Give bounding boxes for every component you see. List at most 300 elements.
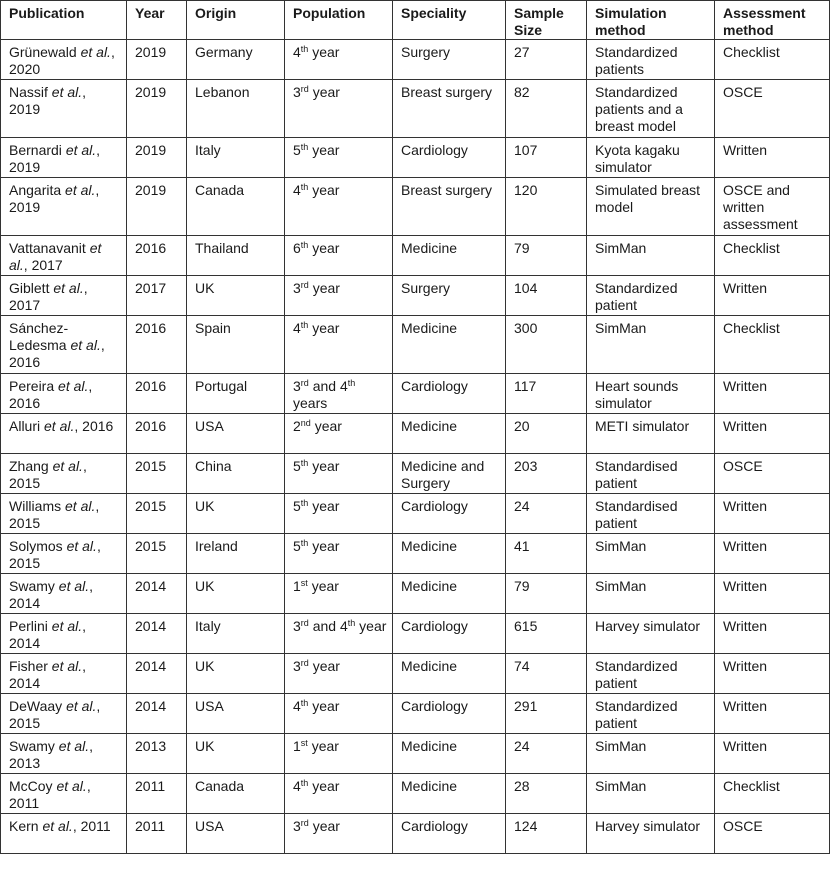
population-ordinal: rd [300,84,309,94]
simulation-method-value: METI simulator [595,418,690,434]
population-cell [285,574,393,614]
assessment-method-cell [715,614,830,654]
sample-size-value: 24 [514,738,530,754]
publication-cell [1,694,127,734]
sample-size-cell [506,40,587,80]
origin-cell [187,614,285,654]
et-al: et al. [51,618,83,634]
speciality-value: Medicine [401,418,458,434]
author-name: Solymos [9,538,63,554]
simulation-method-cell [587,138,715,178]
population-cell [285,236,393,276]
year-cell [127,494,187,534]
publication-cell [1,374,127,414]
population-number: 3 [293,280,301,296]
year-value: 2019 [135,142,167,158]
simulation-method-cell [587,374,715,414]
author-name: Zhang [9,458,49,474]
population-number: 1 [293,738,301,754]
speciality-cell [393,178,506,236]
population-number: 5 [293,498,301,514]
year-value: 2014 [135,578,167,594]
year-cell [127,694,187,734]
population-number: 2 [293,418,301,434]
sample-size-cell [506,694,587,734]
speciality-value: Surgery [401,44,451,60]
sample-size-value: 124 [514,818,538,834]
year-cell [127,654,187,694]
year-value: 2019 [135,182,167,198]
year-cell [127,734,187,774]
origin-cell [187,414,285,454]
population-number: 3 [293,618,301,634]
sample-size-value: 82 [514,84,530,100]
year-value: 2013 [135,738,167,754]
table-row [1,276,830,316]
origin-cell [187,734,285,774]
speciality-value: Breast surgery [401,182,493,198]
origin-cell [187,814,285,854]
speciality-cell [393,774,506,814]
publication-cell [1,574,127,614]
population-cell [285,734,393,774]
population-number: 4 [293,182,301,198]
population-text: year [308,44,340,60]
origin-cell [187,40,285,80]
et-al: et al. [56,778,87,794]
simulation-method-cell [587,534,715,574]
et-al: et al. [65,182,96,198]
year-cell [127,534,187,574]
header-origin: Origin [187,1,285,40]
author-name: Vattanavanit [9,240,86,256]
year-cell [127,454,187,494]
population-cell [285,454,393,494]
publication-cell [1,178,127,236]
sample-size-cell [506,734,587,774]
sample-size-cell [506,614,587,654]
speciality-cell [393,494,506,534]
origin-cell [187,454,285,494]
simulation-method-cell [587,414,715,454]
speciality-value: Medicine [401,778,458,794]
population-ordinal: rd [300,818,309,828]
table-row [1,574,830,614]
author-name: McCoy [9,778,53,794]
publication-cell [1,614,127,654]
population-number: 3 [293,378,301,394]
origin-value: Canada [195,778,245,794]
speciality-value: Medicine [401,578,458,594]
publication-year: , 2015 [9,538,101,571]
sample-size-cell [506,138,587,178]
publication-cell [1,734,127,774]
table-row [1,694,830,734]
sample-size-value: 41 [514,538,530,554]
population-cell [285,534,393,574]
publication-cell [1,454,127,494]
year-value: 2016 [135,320,167,336]
origin-value: USA [195,418,224,434]
assessment-method-cell [715,236,830,276]
assessment-method-cell [715,138,830,178]
assessment-method-cell [715,80,830,138]
origin-cell [187,178,285,236]
table-row [1,236,830,276]
year-value: 2017 [135,280,167,296]
simulation-method-value: Standardized patients and a breast model [595,84,683,134]
year-value: 2016 [135,378,167,394]
publication-year: , 2014 [9,658,87,691]
header-row [1,1,830,40]
sample-size-value: 120 [514,182,538,198]
et-al: et al. [51,84,83,100]
table-row [1,654,830,694]
population-text: year [310,418,342,434]
table-row [1,316,830,374]
speciality-cell [393,276,506,316]
header-sample-size: Sample Size [506,1,587,40]
origin-cell [187,774,285,814]
origin-value: Italy [195,618,221,634]
origin-value: Germany [195,44,253,60]
author-name: Perlini [9,618,48,634]
sample-size-cell [506,236,587,276]
publication-cell [1,236,127,276]
population-ordinal: th [347,378,356,388]
table-row [1,178,830,236]
population-cell [285,276,393,316]
assessment-method-value: Written [723,418,768,434]
publication-year: , 2019 [9,182,100,215]
population-ordinal: st [300,738,308,748]
assessment-method-value: Written [723,280,768,296]
simulation-method-value: SimMan [595,240,647,256]
population-cell [285,138,393,178]
simulation-method-cell [587,276,715,316]
population-text: year [308,240,340,256]
assessment-method-value: Written [723,658,768,674]
table-row [1,454,830,494]
speciality-value: Cardiology [401,378,468,394]
assessment-method-cell [715,654,830,694]
sample-size-value: 20 [514,418,530,434]
population-ordinal: nd [300,418,311,428]
sample-size-cell [506,414,587,454]
speciality-value: Medicine and Surgery [401,458,485,491]
table-row [1,774,830,814]
origin-value: USA [195,818,224,834]
origin-value: Portugal [195,378,248,394]
population-ordinal: th [300,182,309,192]
author-name: Pereira [9,378,55,394]
sample-size-value: 74 [514,658,530,674]
population-text: year [308,818,340,834]
assessment-method-value: OSCE [723,84,763,100]
speciality-cell [393,236,506,276]
sample-size-cell [506,80,587,138]
population-ordinal: st [300,578,308,588]
publication-cell [1,654,127,694]
population-ordinal: th [300,240,309,250]
simulation-method-value: SimMan [595,578,647,594]
assessment-method-value: Checklist [723,320,780,336]
population-text: year [308,538,340,554]
simulation-method-value: Standardized patients [595,44,678,77]
origin-cell [187,654,285,694]
year-value: 2015 [135,498,167,514]
population-number: 4 [339,378,348,394]
origin-value: Italy [195,142,221,158]
sample-size-value: 107 [514,142,538,158]
et-al: et al. [51,658,83,674]
sample-size-value: 79 [514,578,530,594]
population-number: 5 [293,458,301,474]
header-simulation-method: Simulation method [587,1,715,40]
sample-size-value: 27 [514,44,530,60]
author-name: Sánchez-Ledesma [9,320,69,353]
speciality-value: Cardiology [401,818,468,834]
author-name: Kern [9,818,39,834]
population-text: year [308,698,340,714]
assessment-method-value: Written [723,738,768,754]
assessment-method-cell [715,694,830,734]
assessment-method-value: Written [723,538,768,554]
table-body [1,40,830,854]
et-al: et al. [65,498,96,514]
publication-year: , 2016 [9,378,93,411]
speciality-cell [393,80,506,138]
simulation-method-cell [587,178,715,236]
population-ordinal: th [347,618,356,628]
speciality-cell [393,734,506,774]
assessment-method-value: Checklist [723,44,780,60]
population-number: 6 [293,240,301,256]
origin-value: USA [195,698,224,714]
population-cell [285,774,393,814]
simulation-method-value: Harvey simulator [595,618,701,634]
speciality-value: Cardiology [401,498,468,514]
population-text: year [308,142,340,158]
sample-size-value: 291 [514,698,538,714]
sample-size-cell [506,454,587,494]
table-row [1,374,830,414]
author-name: Swamy [9,578,55,594]
speciality-cell [393,138,506,178]
assessment-method-value: Written [723,498,768,514]
population-cell [285,614,393,654]
speciality-cell [393,316,506,374]
publication-year: , 2015 [9,498,100,531]
year-cell [127,316,187,374]
simulation-method-cell [587,734,715,774]
assessment-method-cell [715,734,830,774]
origin-value: UK [195,738,215,754]
et-al: et al. [58,378,89,394]
publication-cell [1,40,127,80]
speciality-cell [393,614,506,654]
simulation-method-value: SimMan [595,778,647,794]
sample-size-cell [506,316,587,374]
speciality-value: Medicine [401,538,458,554]
author-name: Fisher [9,658,48,674]
simulation-method-value: Harvey simulator [595,818,701,834]
simulation-method-value: Heart sounds simulator [595,378,679,411]
year-value: 2016 [135,418,167,434]
publication-year: , 2019 [9,142,101,175]
origin-value: UK [195,498,215,514]
year-cell [127,774,187,814]
speciality-value: Medicine [401,738,458,754]
speciality-cell [393,534,506,574]
et-al: et al. [66,698,97,714]
speciality-value: Medicine [401,320,458,336]
publication-year: , 2014 [9,578,94,611]
assessment-method-cell [715,414,830,454]
simulation-method-value: Simulated breast model [595,182,701,215]
assessment-method-cell [715,40,830,80]
publication-year: , 2015 [9,698,101,731]
simulation-method-cell [587,80,715,138]
population-ordinal: th [300,698,309,708]
population-cell [285,494,393,534]
publication-cell [1,534,127,574]
simulation-method-cell [587,40,715,80]
population-text: year [355,618,387,634]
origin-cell [187,534,285,574]
assessment-method-cell [715,774,830,814]
sample-size-cell [506,494,587,534]
author-name: Giblett [9,280,50,296]
assessment-method-cell [715,374,830,414]
publication-year: , 2019 [9,84,87,117]
author-name: Swamy [9,738,55,754]
simulation-method-cell [587,454,715,494]
header-population: Population [285,1,393,40]
year-cell [127,236,187,276]
sample-size-value: 24 [514,498,530,514]
assessment-method-cell [715,178,830,236]
population-number: 4 [293,698,301,714]
origin-cell [187,694,285,734]
origin-value: UK [195,658,215,674]
origin-value: China [195,458,232,474]
population-cell [285,80,393,138]
assessment-method-cell [715,454,830,494]
year-value: 2015 [135,458,167,474]
population-number: 4 [293,320,301,336]
et-al: et al. [70,337,101,353]
speciality-cell [393,454,506,494]
speciality-cell [393,694,506,734]
population-number: 4 [293,778,301,794]
simulation-method-cell [587,614,715,654]
population-text: year [308,658,340,674]
assessment-method-value: Checklist [723,778,780,794]
sample-size-cell [506,814,587,854]
population-text: year [308,498,340,514]
sample-size-value: 104 [514,280,538,296]
author-name: Williams [9,498,62,514]
sample-size-cell [506,374,587,414]
year-cell [127,614,187,654]
population-ordinal: rd [300,658,309,668]
speciality-value: Breast surgery [401,84,493,100]
table-row [1,414,830,454]
population-ordinal: th [300,458,309,468]
assessment-method-cell [715,574,830,614]
simulation-method-value: Kyota kagaku simulator [595,142,680,175]
publication-year: , 2015 [9,458,87,491]
population-cell [285,654,393,694]
sample-size-cell [506,574,587,614]
population-cell [285,316,393,374]
population-cell [285,40,393,80]
et-al: et al. [65,142,97,158]
sample-size-value: 28 [514,778,530,794]
population-number: 5 [293,142,301,158]
publication-cell [1,316,127,374]
assessment-method-value: Checklist [723,240,780,256]
sample-size-cell [506,276,587,316]
year-cell [127,178,187,236]
population-text: year [307,578,339,594]
population-text: and [308,378,340,394]
population-ordinal: th [300,498,309,508]
assessment-method-cell [715,276,830,316]
sample-size-value: 300 [514,320,538,336]
simulation-method-value: SimMan [595,738,647,754]
population-text: year [308,182,340,198]
assessment-method-value: Written [723,578,768,594]
population-ordinal: th [300,44,309,54]
year-value: 2014 [135,698,167,714]
sample-size-value: 117 [514,378,537,394]
speciality-value: Cardiology [401,698,468,714]
header-assessment-method: Assessment method [715,1,830,40]
population-ordinal: rd [300,618,309,628]
speciality-value: Medicine [401,658,458,674]
year-cell [127,414,187,454]
author-name: Nassif [9,84,48,100]
simulation-method-cell [587,654,715,694]
simulation-method-value: SimMan [595,538,647,554]
publication-cell [1,814,127,854]
population-cell [285,414,393,454]
author-name: Bernardi [9,142,62,158]
table-row [1,138,830,178]
population-text: year [308,778,340,794]
table-row [1,814,830,854]
assessment-method-cell [715,534,830,574]
population-cell [285,374,393,414]
simulation-method-value: Standardized patient [595,698,678,731]
header-publication: Publication [1,1,127,40]
population-ordinal: th [300,778,309,788]
origin-cell [187,276,285,316]
et-al: et al. [42,818,73,834]
population-ordinal: th [300,538,309,548]
et-al: et al. [53,280,84,296]
population-ordinal: th [300,142,309,152]
publication-year: , 2020 [9,44,115,77]
year-value: 2019 [135,84,167,100]
speciality-value: Cardiology [401,142,468,158]
simulation-method-cell [587,694,715,734]
year-value: 2019 [135,44,167,60]
year-value: 2011 [135,818,166,834]
speciality-cell [393,654,506,694]
